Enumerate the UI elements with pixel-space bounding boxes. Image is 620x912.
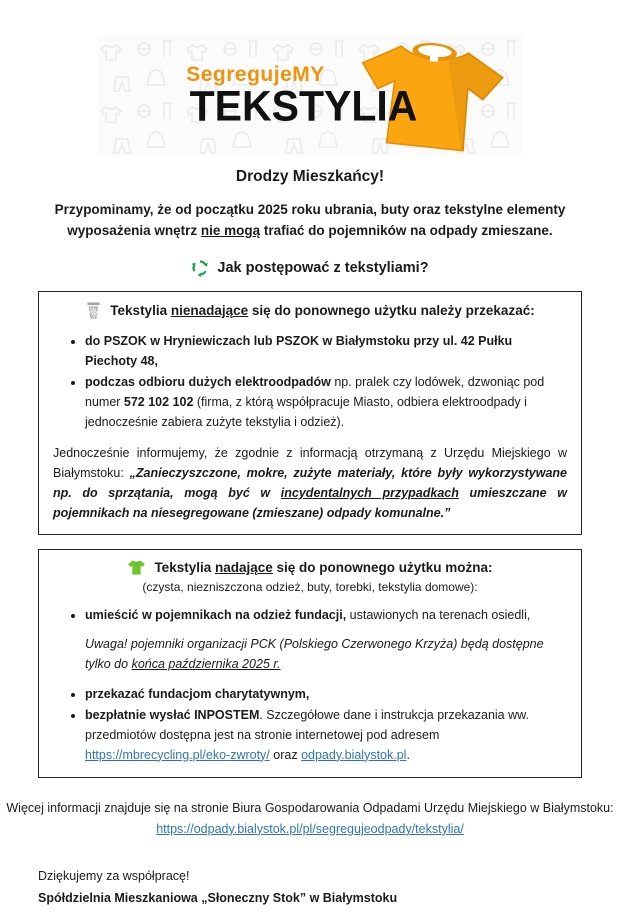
brand-name-main: TEKSTYLIA: [189, 81, 418, 131]
bullet-pszok-text: do PSZOK w Hryniewiczach lub PSZOK w Białymstoku przy ul. 42 Pułku Piechoty 48,: [85, 333, 513, 368]
intro-text-2: trafiać do pojemników na odpady zmieszane.: [260, 223, 553, 239]
nonreusable-title-suffix: się do ponownego użytku należy przekazać:: [248, 302, 535, 318]
bullet-electro-bold1: podczas odbioru dużych elektroodpadów: [85, 374, 331, 389]
quote-text-1: „Zanieczyszczone, mokre, zużyte materiały, które były wykorzystywane np. do sprzątania, mogą być w: [53, 465, 567, 500]
reusable-title-text: [154, 560, 492, 575]
list-item: [85, 705, 567, 765]
bullet-electro-text1: np. pralek czy lodówek, dzwoniąc pod numer: [85, 374, 545, 409]
mbrecycling-link[interactable]: https://mbrecycling.pl/eko-zwroty/: [85, 747, 270, 762]
intro-text-1: Przypominamy, że od początku 2025 roku ubrania, buty oraz tekstylne elementy wyposażenia wnętrz: [54, 202, 566, 239]
city-office-note: [53, 443, 567, 523]
list-item: [85, 605, 567, 625]
bullet-electro-phone: 572 102 102: [123, 394, 194, 409]
bullet-inpost-bold: bezpłatnie wysłać INPOSTEM: [85, 707, 260, 722]
nonreusable-bullet-list: [53, 331, 567, 432]
reusable-bullet-list-2: [53, 684, 567, 765]
nonreusable-title-prefix: Tekstylia: [110, 302, 171, 318]
nonreusable-textiles-box: [38, 291, 582, 535]
pck-note-text: Uwaga! pojemniki organizacji PCK (Polskiego Czerwonego Krzyża) będą dostępne tylko do: [85, 636, 544, 671]
nonreusable-title-underlined: nienadające: [170, 302, 249, 318]
reusable-textiles-box: [38, 549, 582, 778]
signature-text: Spółdzielnia Mieszkaniowa „Słoneczny Stok” w Białymstoku: [38, 891, 398, 906]
bullet-inpost-text3: .: [406, 747, 410, 762]
reusable-bullet-list: [53, 605, 567, 625]
bullet-charity-bold: przekazać fundacjom charytatywnym,: [85, 686, 310, 701]
green-tshirt-icon: [127, 559, 146, 576]
quote-text-underlined: incydentalnych przypadkach: [280, 485, 459, 500]
reusable-box-title: [53, 559, 567, 576]
flyer-page: [0, 35, 620, 912]
quote-text-2: umieszczane w pojemnikach na niesegregowane (zmieszane) odpady komunalne.”: [53, 485, 567, 520]
intro-text-underlined: nie mogą: [200, 223, 261, 239]
note-intro-text: Jednocześnie informujemy, że zgodnie z informacją otrzymaną z Urzędu Miejskiego w Białymstoku:: [53, 445, 567, 480]
recycle-icon: [191, 259, 209, 277]
bullet-containers-text: ustawionych na terenach osiedli,: [346, 607, 531, 622]
bullet-containers-bold: umieścić w pojemnikach na odzież fundacji,: [85, 607, 347, 622]
thanks-text: Dziękujemy za współpracę!: [38, 869, 190, 884]
more-info-text: Więcej informacji znajduje się na stronie Biura Gospodarowania Odpadami Urzędu Miejskiego w Białymstoku:: [6, 800, 614, 815]
segregujeodpady-link[interactable]: https://odpady.bialystok.pl/pl/segregujeodpady/tekstylia/: [156, 821, 464, 836]
bullet-inpost-text1: . Szczegółowe dane i instrukcja przekazania ww. przedmiotów dostępna jest na stronie internetowej pod adresem: [85, 707, 529, 742]
list-item: [85, 331, 567, 371]
reusable-title-underlined: nadające: [214, 559, 273, 575]
more-info-paragraph: [0, 798, 620, 841]
question-heading: [0, 259, 620, 277]
bullet-electro-text2: (firma, z którą współpracuje Miasto, odbiera elektroodpady i jednocześnie zabiera zużyte tekstylia i odzież).: [85, 394, 527, 429]
reusable-title-prefix: Tekstylia: [154, 559, 215, 575]
closing-block: [38, 866, 620, 910]
wastebasket-icon: [85, 301, 102, 320]
odpady-bialystok-link[interactable]: odpady.bialystok.pl: [301, 747, 407, 762]
salutation-heading: Drodzy Mieszkańcy!: [235, 168, 385, 185]
list-item: [85, 372, 567, 432]
nonreusable-box-title: [53, 301, 567, 320]
pck-availability-note: [85, 634, 567, 674]
nonreusable-title-text: [110, 303, 534, 318]
list-item: [85, 684, 567, 704]
pck-note-underlined: końca października 2025 r.: [131, 656, 281, 671]
bullet-inpost-text2: oraz: [269, 747, 302, 762]
question-heading-text: Jak postępować z tekstyliami?: [217, 259, 429, 276]
reusable-title-suffix: się do ponownego użytku można:: [272, 559, 493, 575]
reusable-box-subtitle: (czysta, niezniszczona odzież, buty, torebki, tekstylia domowe):: [142, 579, 478, 594]
brand-name-top: SegregujeMY: [186, 63, 325, 86]
intro-paragraph: [24, 199, 596, 242]
logo-banner: [98, 35, 523, 155]
